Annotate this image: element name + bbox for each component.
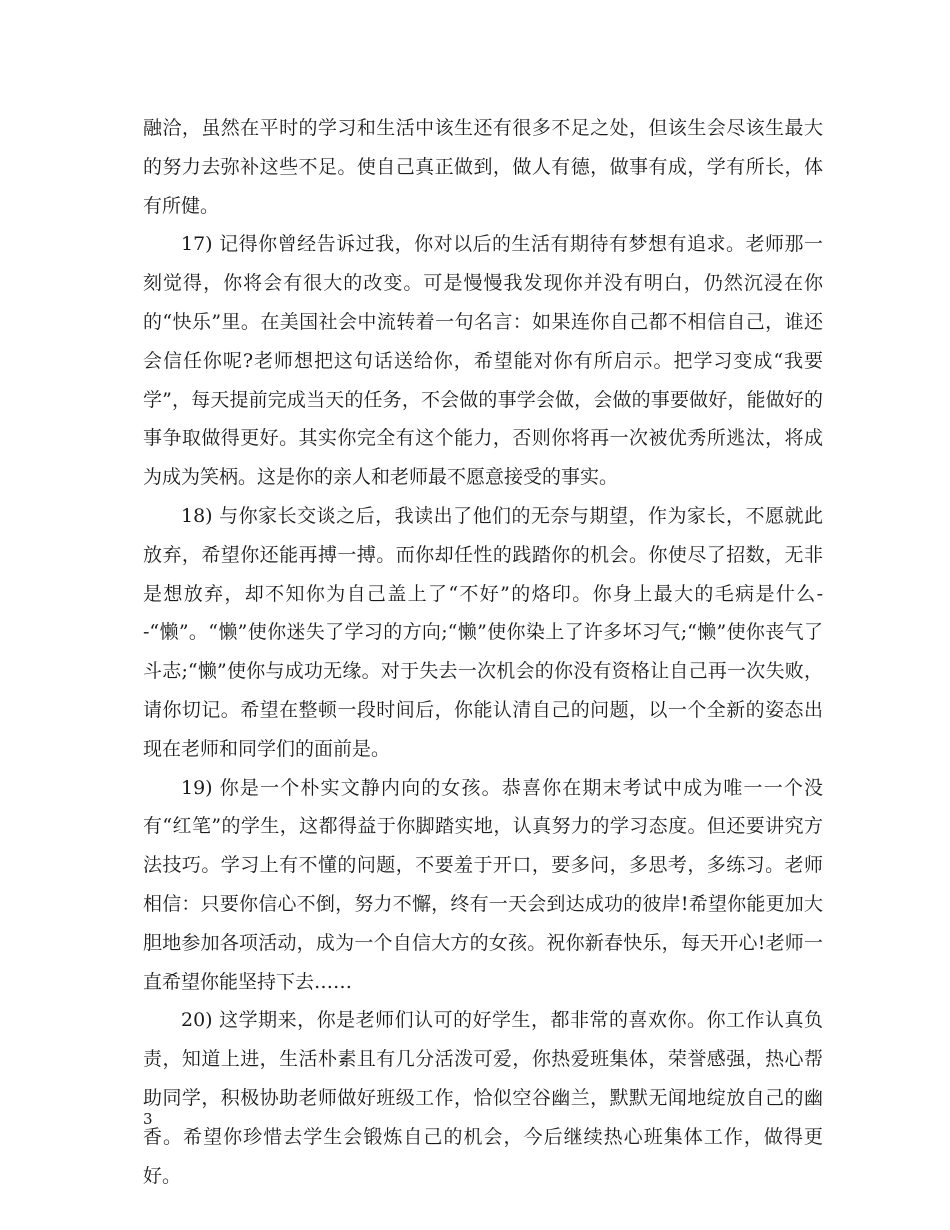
paragraph-continuation: 融洽，虽然在平时的学习和生活中该生还有很多不足之处，但该生会尽该生最大的努力去弥补这些不足。使自己真正做到，做人有德，做事有成，学有所长，体有所健。: [143, 117, 823, 217]
document-body: [143, 109, 823, 1195]
paragraph-comment-19: 19) 你是一个朴实文静内向的女孩。恭喜你在期末考试中成为唯一一个没有“红笔”的学生，这都得益于你脚踏实地，认真努力的学习态度。但还要讲究方法技巧。学习上有不懂的问题，不要羞于开口，要多问，多思考，多练习。老师相信：只要你信心不倒，努力不懈，终有一天会到达成功的彼岸!希望你能更加大胆地参加各项活动，成为一个自信大方的女孩。祝你新春快乐，每天开心!老师一直希望你能坚持下去……: [143, 776, 823, 993]
paragraph-comment-17: 17) 记得你曾经告诉过我，你对以后的生活有期待有梦想有追求。老师那一刻觉得，你将会有很大的改变。可是慢慢我发现你并没有明白，仍然沉浸在你的“快乐”里。在美国社会中流转着一句名言：如果连你自己都不相信自己，谁还会信任你呢?老师想把这句话送给你，希望能对你有所启示。把学习变成“我要学”，每天提前完成当天的任务，不会做的事学会做，会做的事要做好，能做好的事争取做得更好。其实你完全有这个能力，否则你将再一次被优秀所逃汰，将成为成为笑柄。这是你的亲人和老师最不愿意接受的事实。: [143, 233, 823, 489]
paragraph-comment-20: 20) 这学期来，你是老师们认可的好学生，都非常的喜欢你。你工作认真负责，知道上进，生活朴素且有几分活泼可爱，你热爱班集体，荣誉感强，热心帮助同学，积极协助老师做好班级工作，恰似空谷幽兰，默默无闻地绽放自己的幽香。希望你珍惜去学生会锻炼自己的机会，今后继续热心班集体工作，做得更好。: [143, 1009, 823, 1187]
page-number: 3: [143, 1110, 153, 1128]
paragraph-comment-18: 18) 与你家长交谈之后，我读出了他们的无奈与期望，作为家长，不愿就此放弃，希望你还能再搏一搏。而你却任性的践踏你的机会。你使尽了招数，无非是想放弃，却不知你为自己盖上了“不好”的烙印。你身上最大的毛病是什么--“懒”。“懒”使你迷失了学习的方向;“懒”使你染上了许多坏习气;“懒”使你丧气了斗志;“懒”使你与成功无缘。对于失去一次机会的你没有资格让自己再一次失败，请你切记。希望在整顿一段时间后，你能认清自己的问题，以一个全新的姿态出现在老师和同学们的面前是。: [143, 504, 823, 760]
